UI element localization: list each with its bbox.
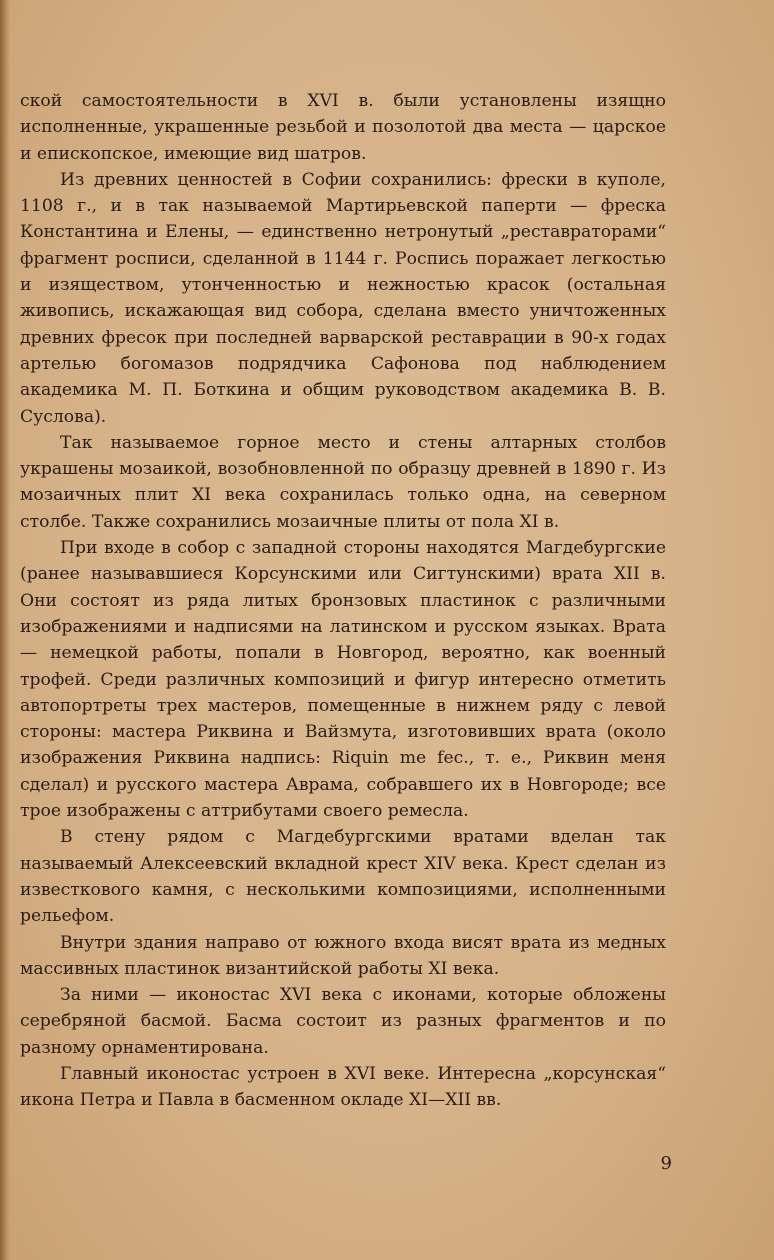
- page-spine-shadow: [0, 0, 10, 1260]
- paragraph-byzantine-gates: Внутри здания направо от южного входа висят врата из медных массивных пластинок византийской работы XI века.: [20, 932, 666, 979]
- paragraph-iconostasis-xvi: За ними — иконостас XVI века с иконами, которые обложены серебряной басмой. Басма состоит из разных фрагментов и по разному орнаментирована.: [20, 985, 666, 1058]
- body-text: [20, 88, 666, 1114]
- paragraph-magdeburg-gates: При входе в собор с западной стороны находятся Магдебургские (ранее называвшиеся Корсунскими или Сигтунскими) врата XII в. Они состоят из ряда литых бронзовых пластинок с различными изображениями и надписями на латинском и русском языках. Врата — немецкой работы, попали в Новгород, вероятно, как военный трофей. Среди различных композиций и фигур интересно отметить автопортреты трех мастеров, помещенные в нижнем ряду с левой стороны: мастера Риквина и Вайзмута, изготовивших врата (около изображения Риквина надпись: Riquin me fec., т. е., Риквин меня сделал) и русского мастера Аврама, собравшего их в Новгороде; все трое изображены с аттрибутами своего ремесла.: [20, 538, 666, 822]
- paragraph-alexeevsky-cross: В стену рядом с Магдебургскими вратами вделан так называемый Алексеевский вкладной крест XIV века. Крест сделан из известкового камня, с несколькими композициями, исполненными рельефом.: [20, 827, 666, 927]
- page-number: 9: [660, 1153, 672, 1174]
- paragraph-sofia-treasures: Из древних ценностей в Софии сохранились: фрески в куполе, 1108 г., и в так называемой Мартирьевской паперти — фреска Константина и Елены, — единственно нетронутый „реставраторами“ фрагмент росписи, сделанной в 1144 г. Роспись поражает легкостью и изяществом, утонченностью и нежностью красок (остальная живопись, искажающая вид собора, сделана вместо уничтоженных древних фресок при последней варварской реставрации в 90-х годах артелью богомазов подрядчика Сафонова под наблюдением академика М. П. Боткина и общим руководством академика В. В. Суслова).: [20, 169, 666, 427]
- paragraph-mosaic: Так называемое горное место и стены алтарных столбов украшены мозаикой, возобновленной по образцу древней в 1890 г. Из мозаичных плит XI века сохранилась только одна, на северном столбе. Также сохранились мозаичные плиты от пола XI в.: [20, 432, 666, 532]
- paragraph-continuation: ской самостоятельности в XVI в. были установлены изящно исполненные, украшенные резьбой и позолотой два места — царское и епископское, имеющие вид шатров.: [20, 91, 666, 164]
- paragraph-main-iconostasis: Главный иконостас устроен в XVI веке. Интересна „корсунская“ икона Петра и Павла в басменном окладе XI—XII вв.: [20, 1063, 666, 1111]
